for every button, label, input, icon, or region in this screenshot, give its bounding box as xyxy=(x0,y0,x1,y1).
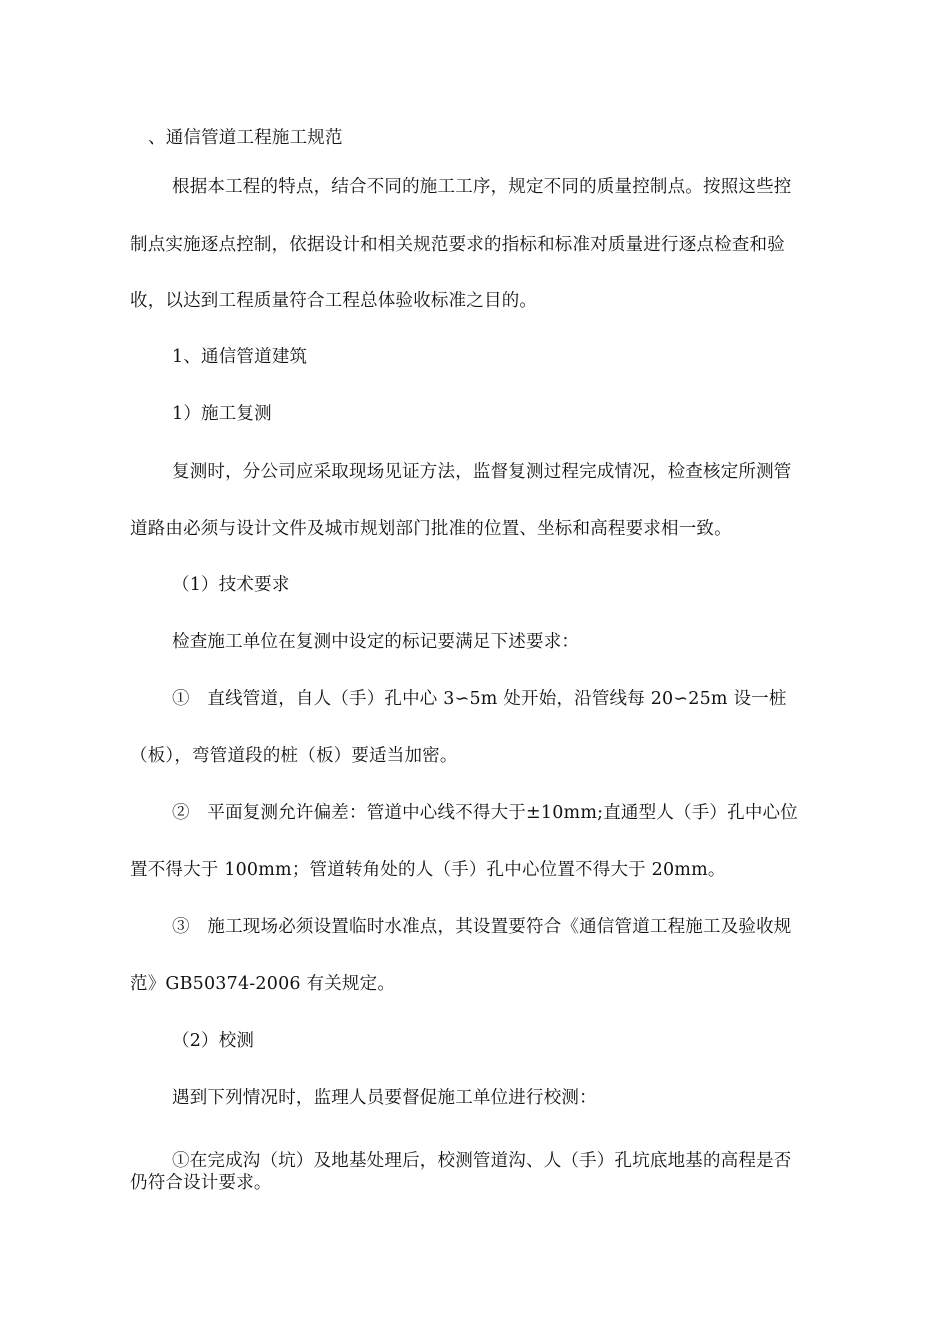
intro-line-2: 制点实施逐点控制，依据设计和相关规范要求的指标和标准对质量进行逐点检查和验 xyxy=(130,235,785,255)
item-1-line-1: ① 直线管道，自人（手）孔中心 3∽5m 处开始，沿管线每 20∽25m 设一桩 xyxy=(172,689,787,709)
check-item-1-line-2: 仍符合设计要求。 xyxy=(130,1173,272,1193)
document-title: 、通信管道工程施工规范 xyxy=(148,128,343,148)
tech-heading: （1）技术要求 xyxy=(172,575,290,595)
item-2-line-1: ② 平面复测允许偏差：管道中心线不得大于±10mm;直通型人（手）孔中心位 xyxy=(172,803,798,823)
retest-line-2: 道路由必须与设计文件及城市规划部门批准的位置、坐标和高程要求相一致。 xyxy=(130,519,732,539)
subsection-heading: 1）施工复测 xyxy=(172,404,272,424)
item-2-line-2: 置不得大于 100mm；管道转角处的人（手）孔中心位置不得大于 20mm。 xyxy=(130,860,726,880)
item-1-line-2: （板），弯管道段的桩（板）要适当加密。 xyxy=(130,746,458,766)
check-item-1-line-1: ①在完成沟（坑）及地基处理后，校测管道沟、人（手）孔坑底地基的高程是否 xyxy=(172,1151,792,1171)
check-heading: （2）校测 xyxy=(172,1031,255,1051)
tech-intro: 检查施工单位在复测中设定的标记要满足下述要求： xyxy=(172,632,580,652)
intro-line-1: 根据本工程的特点，结合不同的施工工序，规定不同的质量控制点。按照这些控 xyxy=(172,177,792,197)
item-3-line-1: ③ 施工现场必须设置临时水准点，其设置要符合《通信管道工程施工及验收规 xyxy=(172,917,792,937)
check-intro: 遇到下列情况时，监理人员要督促施工单位进行校测： xyxy=(172,1088,597,1108)
item-3-line-2: 范》GB50374-2006 有关规定。 xyxy=(130,974,396,994)
intro-line-3: 收，以达到工程质量符合工程总体验收标准之目的。 xyxy=(130,291,538,311)
section-heading: 1、通信管道建筑 xyxy=(172,347,308,367)
retest-line-1: 复测时，分公司应采取现场见证方法，监督复测过程完成情况，检查核定所测管 xyxy=(172,462,792,482)
